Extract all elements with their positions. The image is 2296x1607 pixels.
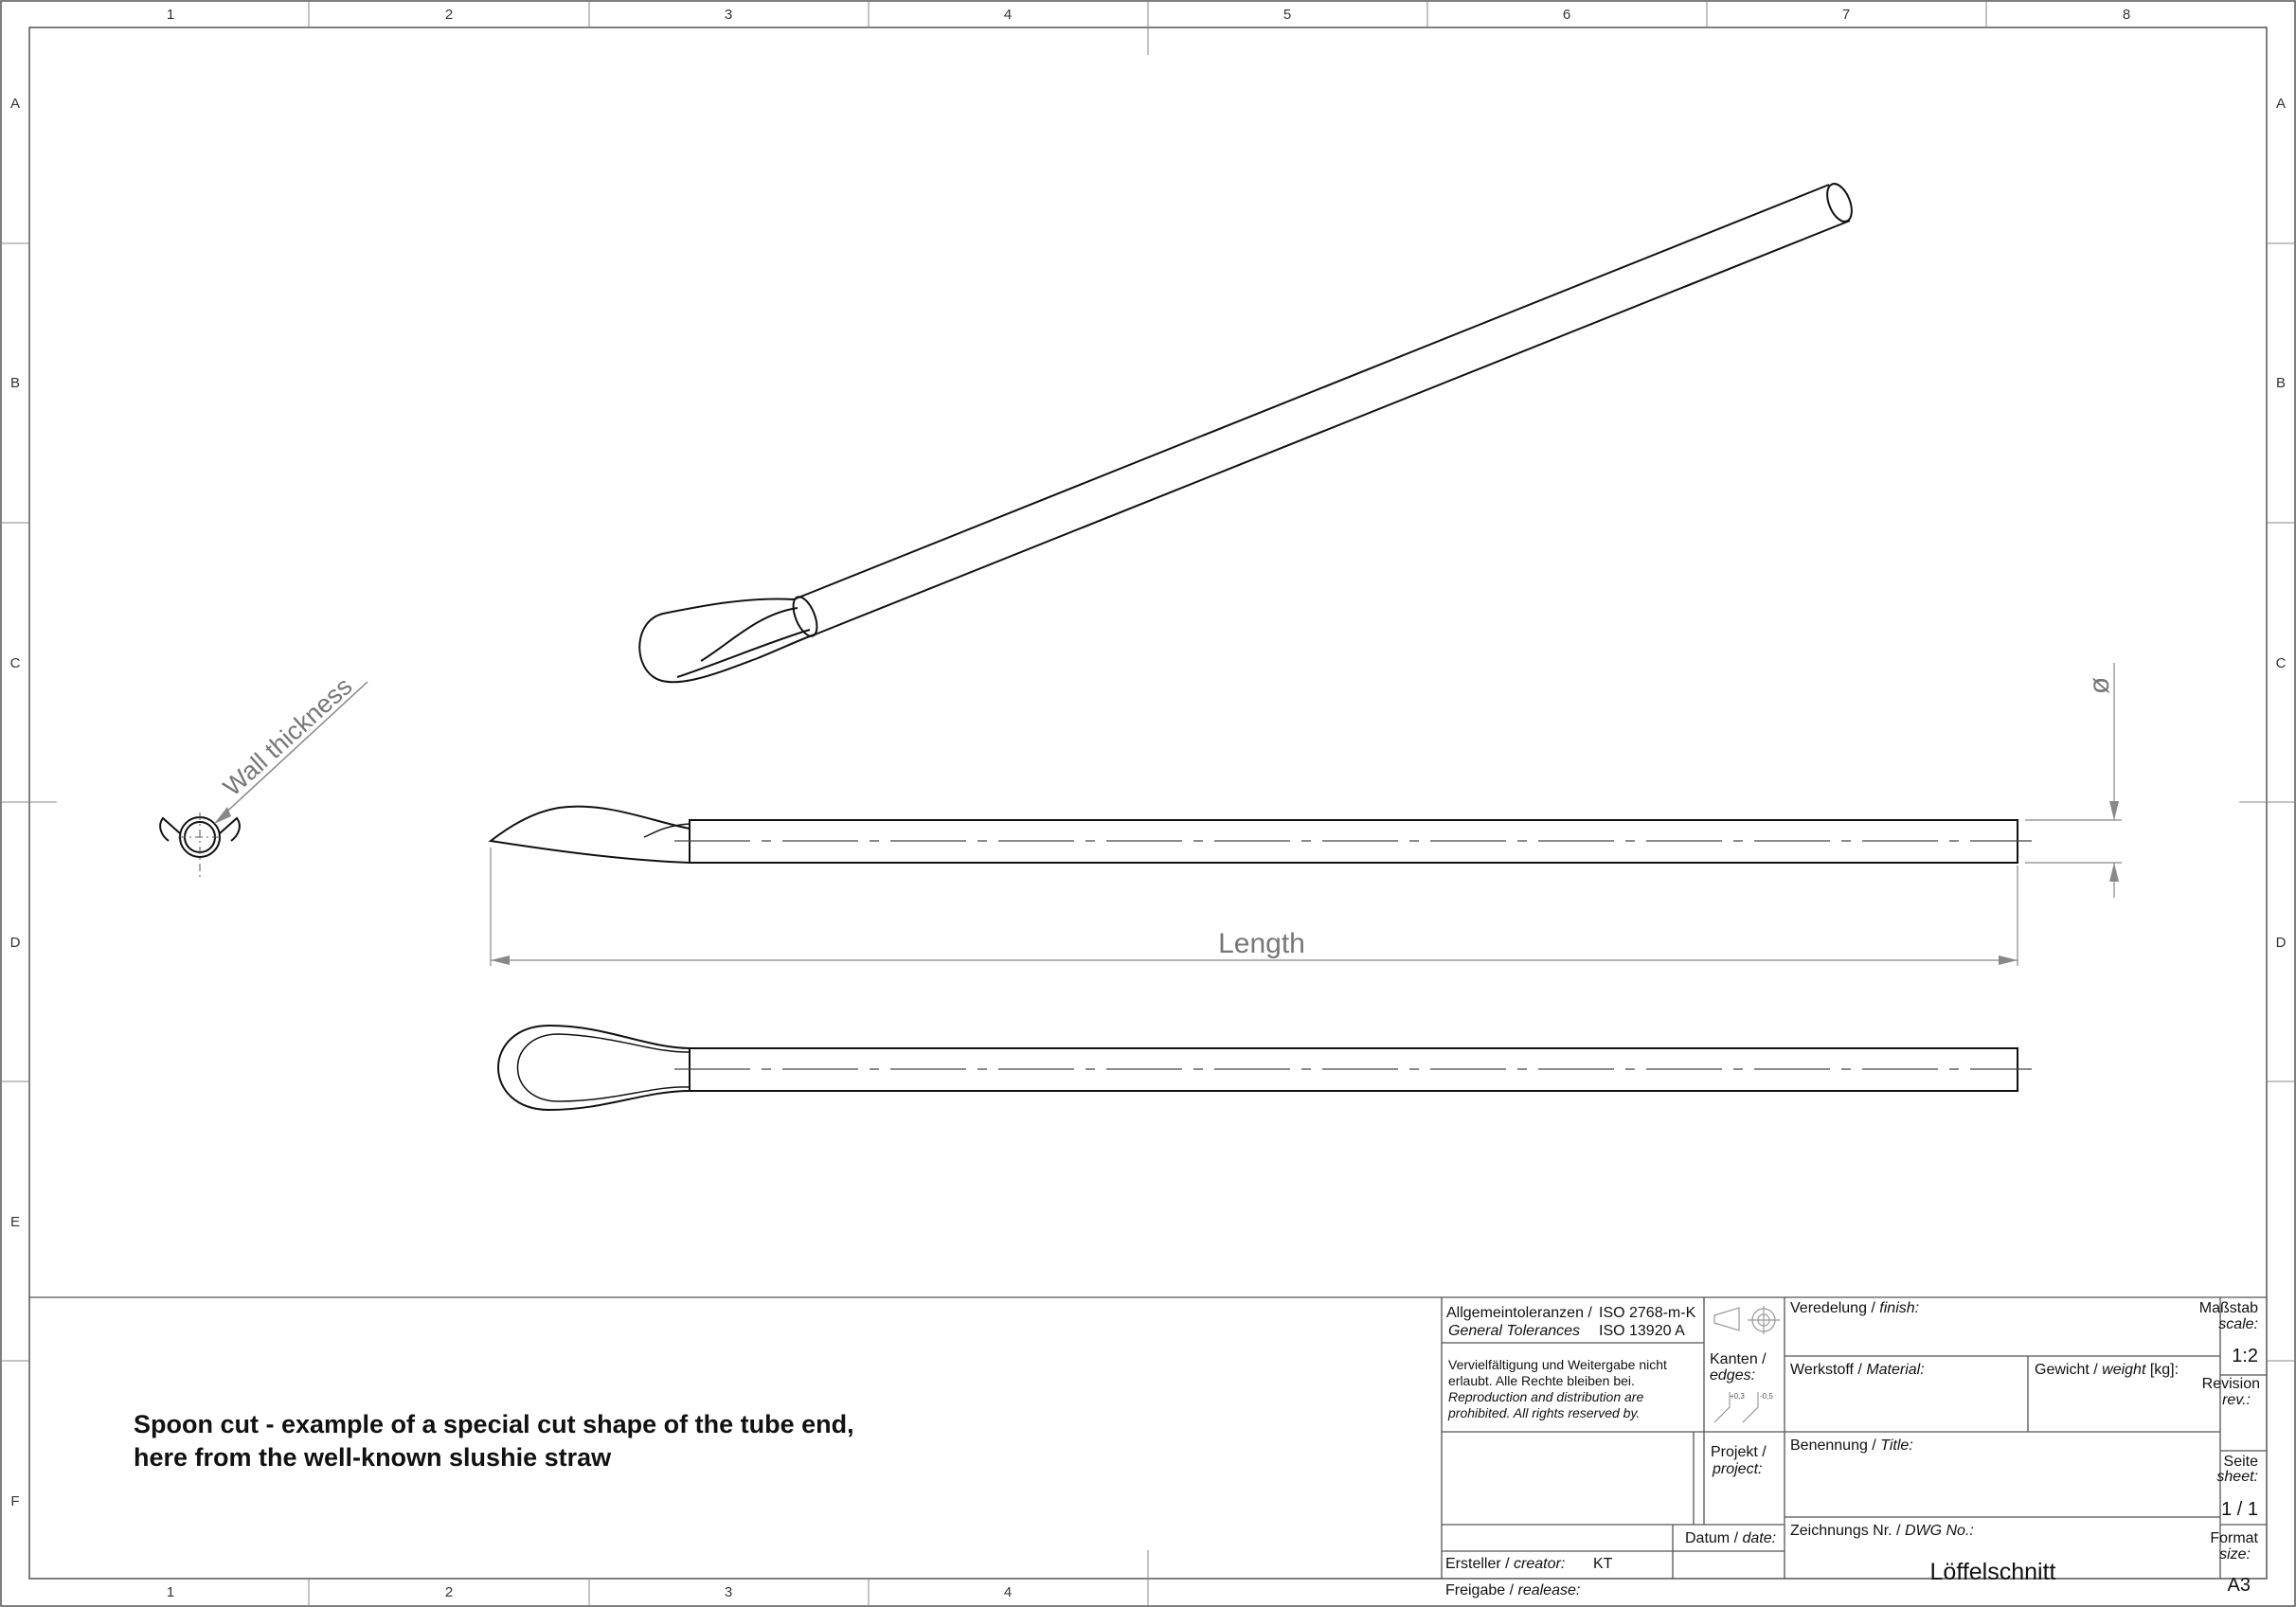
revision-label-de: Revision	[2201, 1376, 2260, 1392]
diameter-dimension	[2025, 663, 2122, 898]
copyright-line-4: prohibited. All rights reserved by.	[1448, 1405, 1641, 1420]
zone-row-f: F	[10, 1493, 20, 1509]
zone-col-8: 8	[2122, 7, 2131, 23]
copyright-line-2: erlaubt. Alle Rechte bleiben bei.	[1448, 1373, 1635, 1388]
edges-cell	[1710, 1351, 1773, 1422]
top-view-straw	[498, 1026, 2032, 1110]
side-view-straw	[491, 807, 2032, 863]
scale-label-en: scale:	[2218, 1316, 2258, 1332]
drawing-no-value: Löffelschnitt	[1929, 1559, 2056, 1585]
sheet-label-en: sheet:	[2216, 1469, 2258, 1485]
project-label-en: project:	[1713, 1461, 1763, 1477]
length-dimension	[491, 848, 2018, 966]
scale-value: 1:2	[2232, 1346, 2258, 1366]
scale-label-de: Maßstab	[2198, 1300, 2258, 1316]
zone-row-d: D	[9, 935, 21, 951]
zone-row-c: C	[9, 655, 21, 671]
edges-tol-minus: -0,5	[1760, 1392, 1773, 1401]
zone-col-4: 4	[1003, 7, 1013, 23]
zone-row-b-right: B	[2275, 375, 2287, 391]
end-view-cross-section	[160, 671, 368, 881]
edges-label-en: edges:	[1710, 1367, 1756, 1384]
drawing-frame	[1, 1, 2295, 1606]
zone-bottom-col-2: 2	[444, 1584, 454, 1600]
caption-line-2: here from the well-known slushie straw	[134, 1443, 612, 1472]
format-label-de: Format	[2210, 1530, 2258, 1546]
sheet-value: 1 / 1	[2221, 1499, 2258, 1520]
drawing-no-label: Zeichnungs Nr. / DWG No.:	[1790, 1523, 1974, 1539]
release-label: Freigabe / realease:	[1445, 1582, 1581, 1598]
tolerance-cell	[1446, 1305, 1780, 1339]
zone-col-5: 5	[1283, 7, 1292, 23]
projection-symbol-icon	[1714, 1306, 1780, 1334]
zone-bottom-col-1: 1	[166, 1584, 175, 1600]
caption-line-1: Spoon cut - example of a special cut shape of the tube end,	[134, 1410, 854, 1438]
format-label-en: size:	[2219, 1546, 2251, 1562]
zone-row-b: B	[9, 375, 21, 391]
zone-row-d-right: D	[2275, 935, 2287, 951]
finish-label: Veredelung / finish:	[1790, 1300, 1920, 1316]
zone-col-2: 2	[444, 7, 454, 23]
sheet-label-de: Seite	[2223, 1454, 2258, 1470]
format-value: A3	[2227, 1575, 2251, 1596]
title-label: Benennung / Title:	[1790, 1437, 1913, 1454]
tolerances-value-1: ISO 2768-m-K	[1599, 1305, 1696, 1321]
zone-row-a: A	[9, 96, 21, 112]
diameter-symbol: ø	[2084, 676, 2115, 695]
creator-label: Ersteller / creator:	[1445, 1556, 1566, 1572]
copyright-cell	[1447, 1357, 1667, 1420]
caption	[134, 1410, 854, 1472]
zone-row-a-right: A	[2275, 96, 2287, 112]
zone-col-1: 1	[166, 7, 175, 23]
edges-label-de: Kanten /	[1710, 1351, 1767, 1367]
copyright-line-3: Reproduction and distribution are	[1448, 1389, 1644, 1404]
zone-col-6: 6	[1562, 7, 1571, 23]
tolerances-label-en: General Tolerances	[1448, 1323, 1581, 1339]
tolerances-value-2: ISO 13920 A	[1599, 1323, 1685, 1339]
project-label-de: Projekt /	[1711, 1444, 1767, 1460]
zone-col-7: 7	[1841, 7, 1851, 23]
tolerances-label-de: Allgemeintoleranzen /	[1446, 1305, 1592, 1321]
zone-bottom-col-4: 4	[1003, 1584, 1013, 1600]
isometric-straw-view	[639, 180, 1857, 682]
copyright-line-1: Vervielfältigung und Weitergabe nicht	[1448, 1357, 1667, 1372]
weight-label: Gewicht / weight [kg]:	[2035, 1362, 2179, 1378]
wall-thickness-label: Wall thickness	[217, 671, 358, 802]
zone-col-3: 3	[724, 7, 733, 23]
revision-label-en: rev.:	[2222, 1392, 2251, 1408]
date-label: Datum / date:	[1685, 1530, 1777, 1546]
creator-value: KT	[1593, 1556, 1613, 1572]
zone-dividers	[1, 1, 2295, 1606]
edges-tol-plus: +0,3	[1730, 1392, 1745, 1401]
zone-row-e: E	[9, 1214, 21, 1230]
material-label: Werkstoff / Material:	[1790, 1362, 1925, 1378]
length-label: Length	[1218, 928, 1305, 959]
sheet-info-column	[2199, 1300, 2260, 1596]
zone-row-c-right: C	[2275, 655, 2287, 671]
zone-bottom-col-3: 3	[724, 1584, 733, 1600]
